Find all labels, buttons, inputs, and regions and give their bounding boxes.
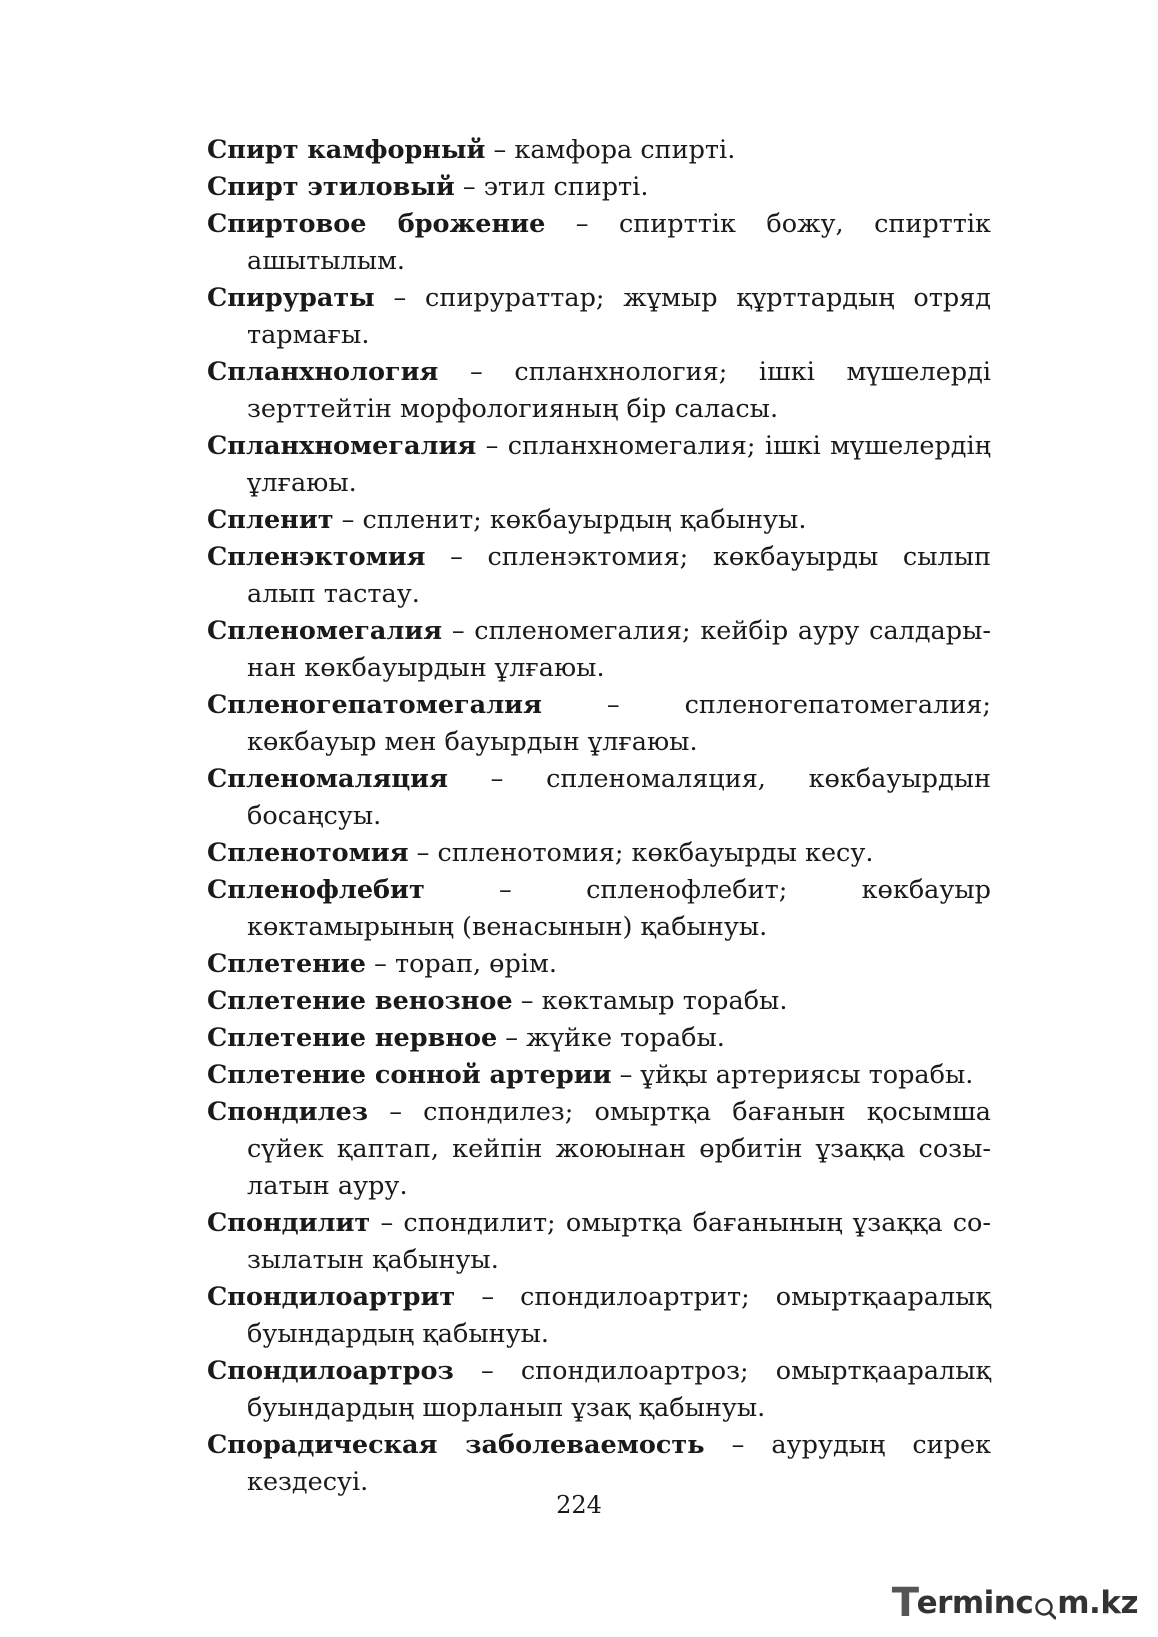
- entry-term: Спирт камфорный: [207, 135, 486, 165]
- dictionary-entry: [207, 280, 991, 354]
- entry-definition: – спленомаляция, көкбауырдын босаңсуы.: [247, 764, 991, 831]
- dictionary-entries: [207, 132, 991, 1501]
- entry-term: Сплетение венозное: [207, 986, 513, 1016]
- entry-term: Спондилит: [207, 1208, 371, 1238]
- entry-term: Спланхномегалия: [207, 431, 477, 461]
- entry-definition: – спирураттар; жұмыр құрттардың отряд тармағы.: [247, 283, 991, 350]
- entry-definition: – жүйке торабы.: [497, 1023, 725, 1053]
- entry-term: Сплетение нервное: [207, 1023, 498, 1053]
- entry-term: Спленит: [207, 505, 334, 535]
- dictionary-entry: [207, 354, 991, 428]
- dictionary-entry: [207, 428, 991, 502]
- dictionary-entry: [207, 1020, 991, 1057]
- entry-term: Сплетение сонной артерии: [207, 1060, 612, 1090]
- dictionary-entry: [207, 1427, 991, 1501]
- dictionary-entry: [207, 1353, 991, 1427]
- entry-definition: – спленофлебит; көкбауыр көктамырының (венасынын) қабынуы.: [247, 875, 991, 942]
- entry-definition: – этил спирті.: [454, 172, 649, 202]
- entry-definition: – спленэктомия; көкбауырды сылып алып тастау.: [247, 542, 991, 609]
- entry-definition: – спленотомия; көкбауырды кесу.: [408, 838, 874, 868]
- entry-definition: – аурудың сирек кездесуі.: [247, 1430, 992, 1497]
- entry-definition: – спондилез; омыртқа бағанын қосымша сүйек қаптап, кейпін жоюынан өрбитін ұзаққа созылатын ауру.: [247, 1097, 991, 1201]
- entry-term: Спленогепатомегалия: [207, 690, 542, 720]
- dictionary-entry: [207, 169, 991, 206]
- dictionary-entry: [207, 872, 991, 946]
- magnifier-icon: [1034, 1592, 1056, 1614]
- entry-definition: – торап, өрім.: [366, 949, 557, 979]
- entry-term: Спленофлебит: [207, 875, 425, 905]
- page-number: 224: [556, 1491, 602, 1519]
- dictionary-entry: [207, 1279, 991, 1353]
- entry-definition: – камфора спирті.: [485, 135, 736, 165]
- dictionary-entry: [207, 687, 991, 761]
- dictionary-entry: [207, 539, 991, 613]
- entry-definition: – спирттік божу, спирттік ашытылым.: [247, 209, 991, 276]
- entry-term: Спленотомия: [207, 838, 409, 868]
- watermark-text-end: m.kz: [1057, 1585, 1138, 1621]
- entry-definition: – спланхнология; ішкі мүшелерді зерттейтін морфологияның бір саласы.: [247, 357, 991, 424]
- dictionary-entry: [207, 206, 991, 280]
- dictionary-entry: [207, 946, 991, 983]
- dictionary-entry: [207, 1094, 991, 1205]
- entry-term: Спондилез: [207, 1097, 369, 1127]
- dictionary-entry: [207, 761, 991, 835]
- entry-term: Спирураты: [207, 283, 375, 313]
- entry-term: Спирт этиловый: [207, 172, 455, 202]
- dictionary-entry: [207, 1057, 991, 1094]
- watermark-t: T: [891, 1580, 919, 1626]
- entry-definition: – спленогепатомегалия; көкбауыр мен бауырдын ұлғаюы.: [247, 690, 991, 757]
- entry-definition: – ұйқы артериясы торабы.: [611, 1060, 974, 1090]
- entry-term: Спондилоартроз: [207, 1356, 454, 1386]
- dictionary-entry: [207, 1205, 991, 1279]
- dictionary-entry: [207, 132, 991, 169]
- entry-definition: – көктамыр торабы.: [512, 986, 788, 1016]
- entry-term: Спондилоартрит: [207, 1282, 456, 1312]
- entry-term: Спланхнология: [207, 357, 439, 387]
- entry-term: Спленомаляция: [207, 764, 448, 794]
- entry-term: Спленомегалия: [207, 616, 443, 646]
- entry-definition: – спланхномегалия; ішкі мүшелердің ұлғаюы.: [247, 431, 991, 498]
- watermark-text-start: erminc: [916, 1585, 1034, 1621]
- entry-term: Спорадическая заболеваемость: [207, 1430, 705, 1460]
- entry-definition: – спондилоартрит; омыртқааралық буындардың қабынуы.: [247, 1282, 991, 1349]
- dictionary-entry: [207, 835, 991, 872]
- entry-term: Спиртовое брожение: [207, 209, 546, 239]
- entry-term: Сплетение: [207, 949, 366, 979]
- dictionary-entry: [207, 983, 991, 1020]
- dictionary-entry: [207, 613, 991, 687]
- entry-term: Спленэктомия: [207, 542, 426, 572]
- entry-definition: – спондилит; омыртқа бағанының ұзаққа созылатын қабынуы.: [247, 1208, 991, 1275]
- entry-definition: – спондилоартроз; омыртқааралық буындардың шорланып ұзақ қабынуы.: [247, 1356, 991, 1423]
- entry-definition: – спленомегалия; кейбір ауру салдарынан көкбауырдын ұлғаюы.: [247, 616, 991, 683]
- dictionary-entry: [207, 502, 991, 539]
- termincom-watermark: [891, 1580, 1138, 1626]
- entry-definition: – спленит; көкбауырдың қабынуы.: [333, 505, 807, 535]
